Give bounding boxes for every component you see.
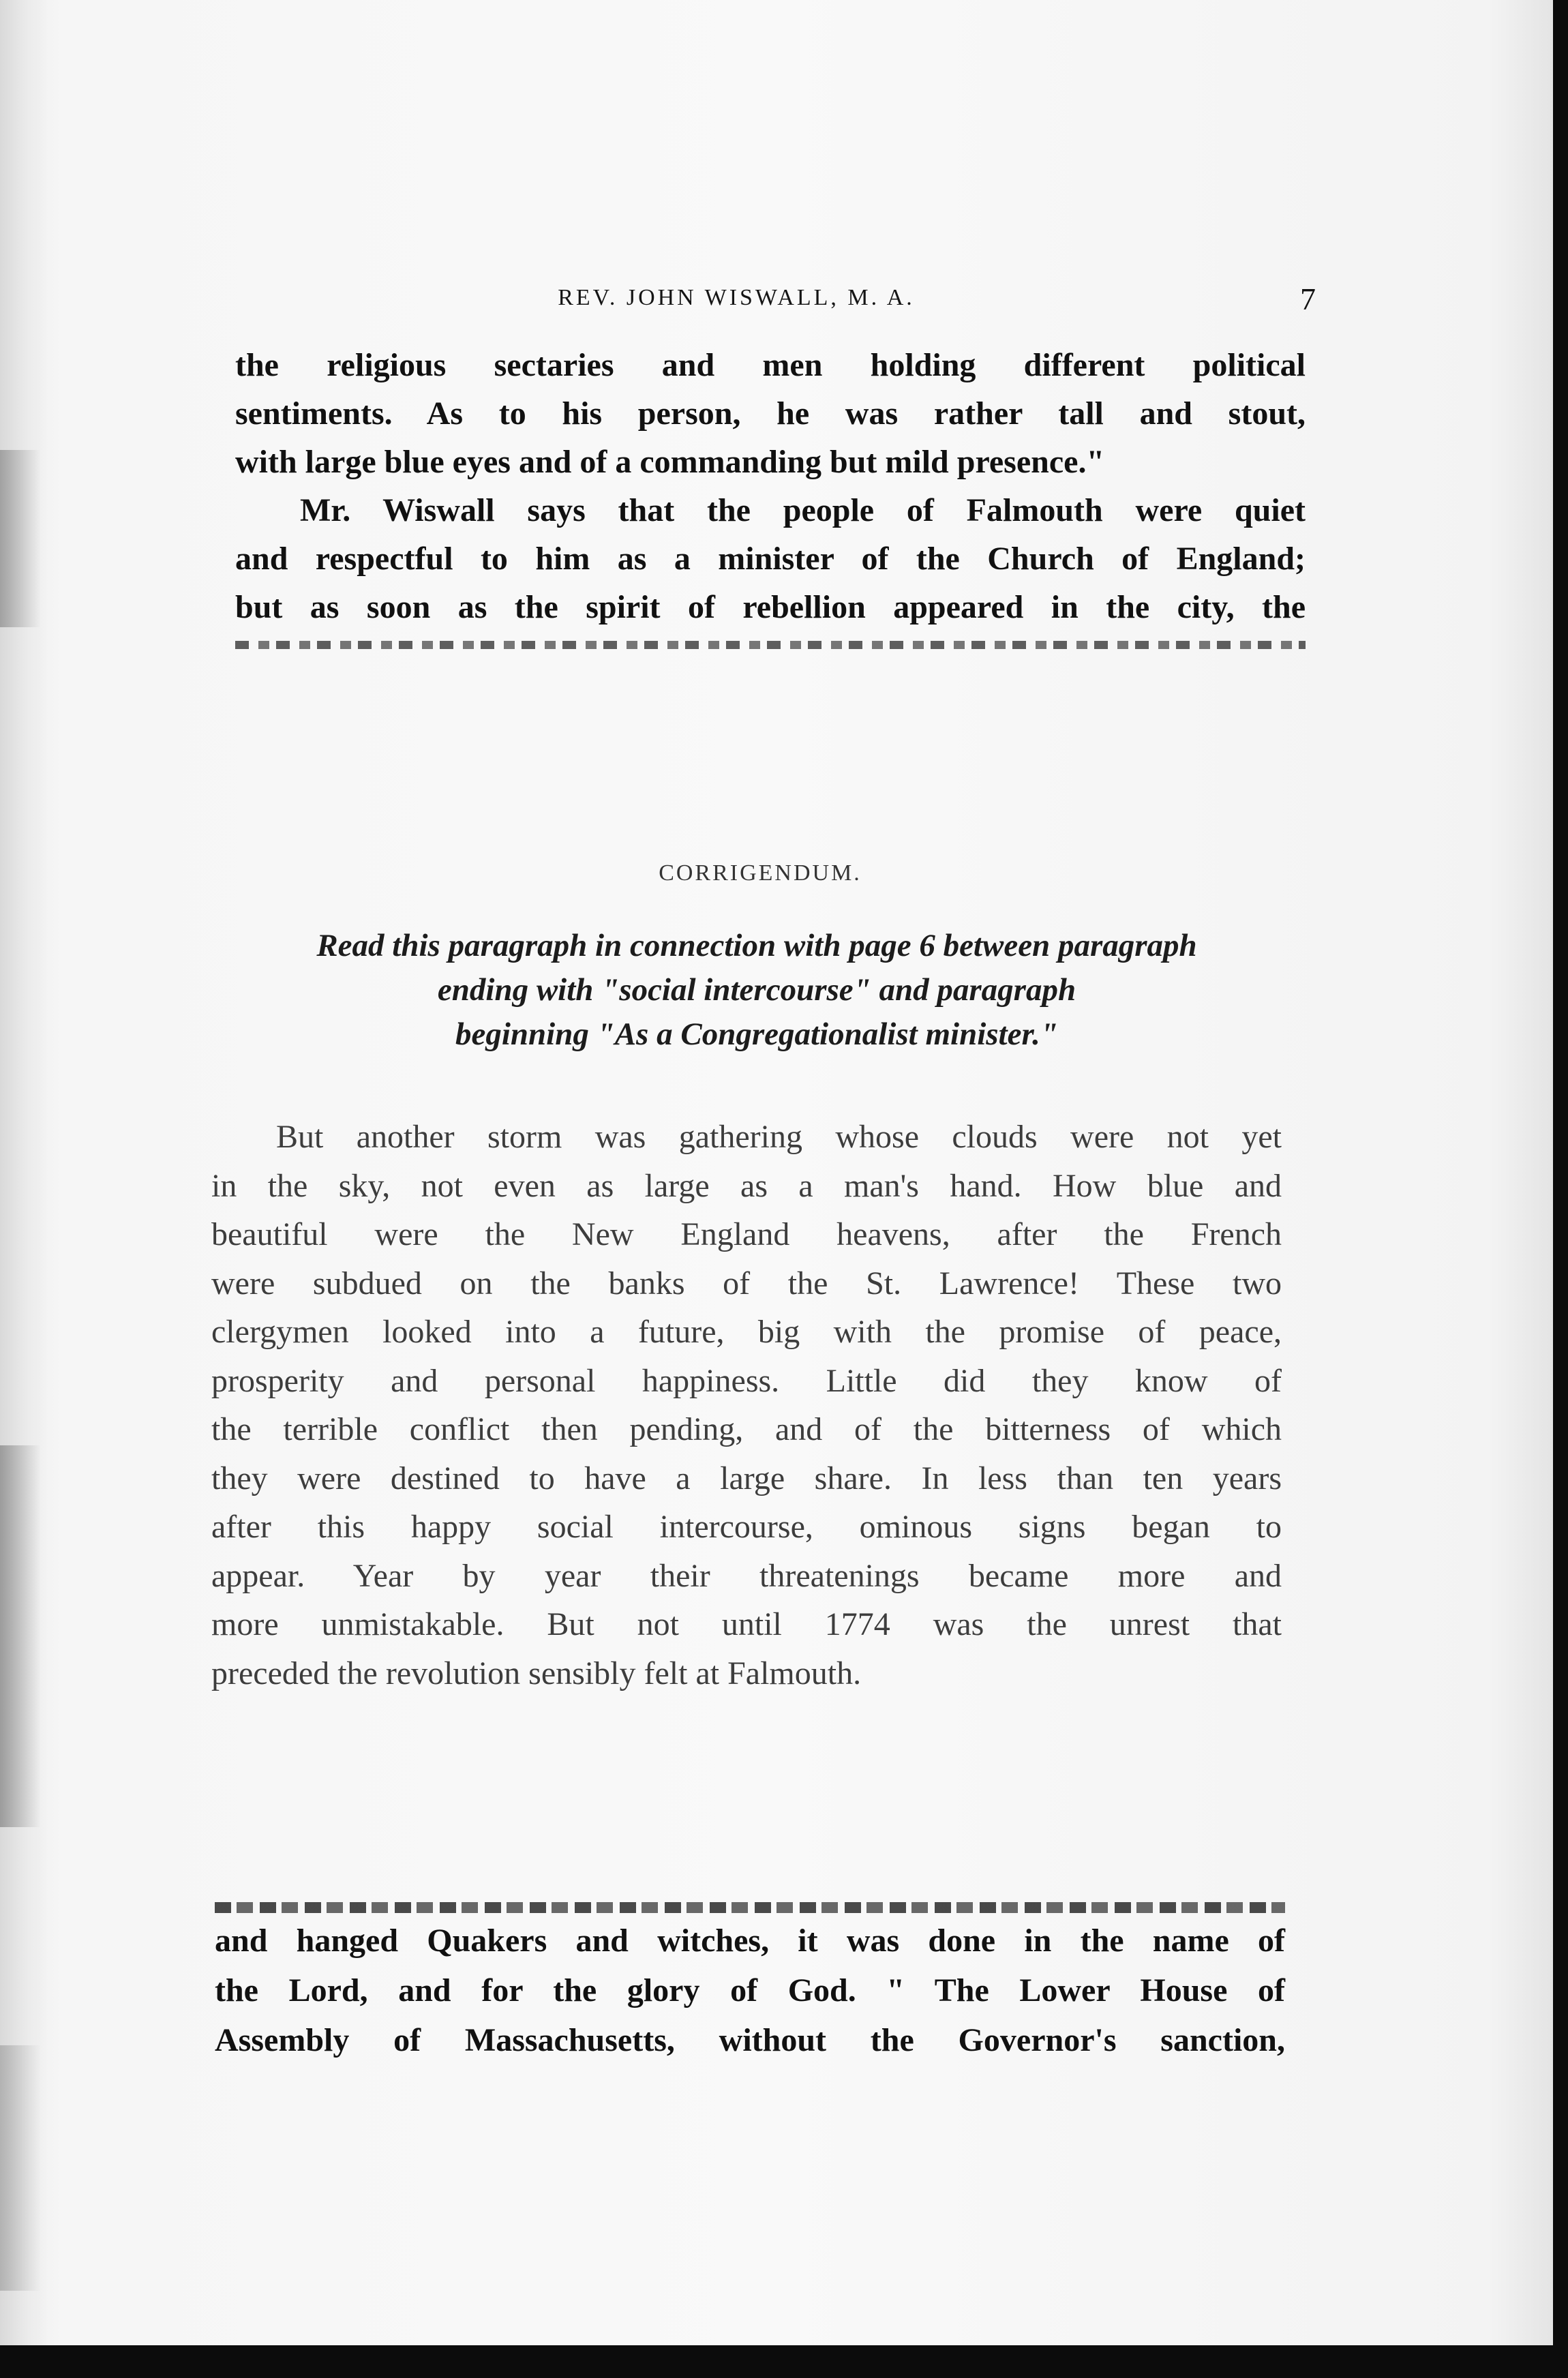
note-line: beginning "As a Congregationalist minister." — [455, 1017, 1059, 1052]
page-header — [225, 282, 1316, 326]
text-line: appear. Year by year their threatenings became more and — [211, 1557, 1282, 1594]
text-line: after this happy social intercourse, ominous signs began to — [211, 1509, 1282, 1545]
text-line: beautiful were the New England heavens, after the French — [211, 1216, 1282, 1252]
text-line: with large blue eyes and of a commanding but mild presence." — [235, 444, 1105, 480]
cut-off-text-line — [215, 1902, 1285, 1913]
text-line: But another storm was gathering whose clouds were not yet — [276, 1119, 1282, 1155]
edge-mark — [0, 1445, 41, 1827]
running-head: REV. JOHN WISWALL, M. A. — [558, 285, 915, 310]
text-line: and respectful to him as a minister of the Church of England; — [235, 541, 1306, 577]
note-line: ending with "social intercourse" and paragraph — [437, 972, 1076, 1008]
corrigendum-heading: CORRIGENDUM. — [659, 860, 862, 886]
text-line: sentiments. As to his person, he was rather tall and stout, — [235, 395, 1306, 432]
text-line: clergymen looked into a future, big with the promise of peace, — [211, 1314, 1282, 1350]
text-line: prosperity and personal happiness. Little did they know of — [211, 1362, 1282, 1399]
text-line: but as soon as the spirit of rebellion appeared in the city, the — [235, 589, 1306, 625]
text-line: they were destined to have a large share. In less than ten years — [211, 1460, 1282, 1496]
text-line: more unmistakable. But not until 1774 was the unrest that — [211, 1606, 1282, 1642]
text-line: the religious sectaries and men holding different political — [235, 347, 1306, 383]
text-line: in the sky, not even as large as a man's hand. How blue and — [211, 1167, 1282, 1204]
edge-mark — [0, 2045, 41, 2291]
edge-mark — [0, 450, 41, 627]
page-gutter-shadow — [0, 0, 48, 2345]
text-line: were subdued on the banks of the St. Lawrence! These two — [211, 1265, 1282, 1301]
text-line: the terrible conflict then pending, and of the bitterness of which — [211, 1411, 1282, 1447]
cut-off-text-line — [235, 641, 1306, 649]
bottom-text-fragment — [215, 1916, 1285, 2065]
text-line: Assembly of Massachusetts, without the Governor's sanction, — [215, 2022, 1285, 2058]
text-line: preceded the revolution sensibly felt at Falmouth. — [211, 1655, 862, 1691]
corrigendum-paragraph — [211, 1113, 1282, 1698]
note-line: Read this paragraph in connection with page 6 between paragraph — [316, 928, 1197, 963]
text-line: the Lord, and for the glory of God. " The Lower House of — [215, 1972, 1285, 2008]
page-number: 7 — [1300, 282, 1316, 316]
corrigendum-note — [218, 924, 1295, 1057]
text-line: and hanged Quakers and witches, it was done in the name of — [215, 1923, 1285, 1959]
text-line: Mr. Wiswall says that the people of Falmouth were quiet — [300, 492, 1306, 528]
top-text-fragment — [235, 341, 1306, 631]
